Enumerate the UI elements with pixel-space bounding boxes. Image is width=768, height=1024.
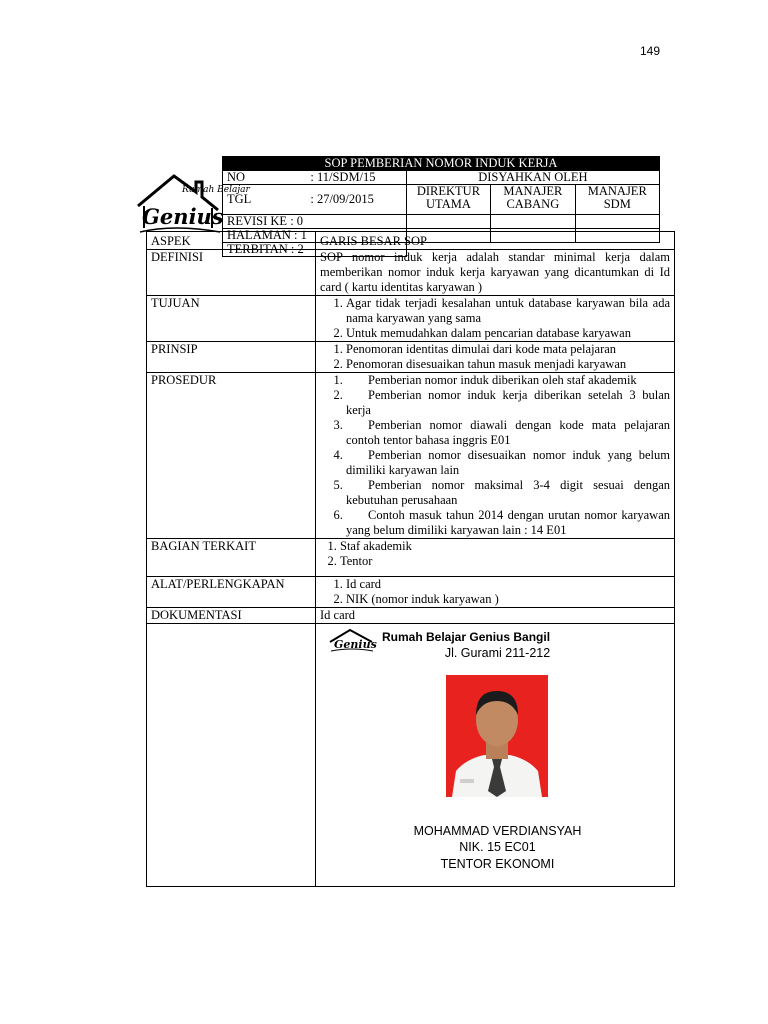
no-value: : 11/SDM/15 — [306, 171, 406, 185]
id-card — [316, 624, 675, 887]
card-address: Jl. Gurami 211-212 — [444, 646, 551, 660]
card-logo-text: Genius — [334, 638, 377, 651]
prosedur-label: PROSEDUR — [147, 373, 316, 539]
list-item: 1. Penomoran identitas dimulai dari kode mata pelajaran — [346, 342, 670, 357]
tujuan-label: TUJUAN — [147, 296, 316, 342]
list-item: 4. Pemberian nomor disesuaikan nomor induk yang belum dimiliki karyawan lain — [346, 448, 670, 478]
list-item: 1. Staf akademik — [340, 539, 670, 554]
prosedur-list — [316, 373, 675, 539]
list-item: 5. Pemberian nomor maksimal 3-4 digit sesuai dengan kebutuhan perusahaan — [346, 478, 670, 508]
definisi-value: SOP nomor induk kerja adalah standar minimal kerja dalam memberikan nomor induk kerja karyawan yang dicantumkan di Id card ( kartu identitas karyawan ) — [316, 250, 675, 296]
halaman: HALAMAN : 1 — [223, 229, 407, 243]
list-item: 2. Pemberian nomor induk kerja diberikan setelah 3 bulan kerja — [346, 388, 670, 418]
approver-manajer-sdm: MANAJER SDM — [575, 185, 659, 215]
list-item: 6. Contoh masuk tahun 2014 dengan urutan nomor karyawan yang belum dimiliki karyawan lain : 14 E01 — [346, 508, 670, 538]
logo-text-main: Genius — [142, 204, 224, 229]
bagian-label: BAGIAN TERKAIT — [147, 539, 316, 577]
list-item: 2. Untuk memudahkan dalam pencarian database karyawan — [346, 326, 670, 341]
sop-title: SOP PEMBERIAN NOMOR INDUK KERJA — [223, 157, 660, 171]
alat-label: ALAT/PERLENGKAPAN — [147, 577, 316, 608]
list-item: 1. Id card — [346, 577, 670, 592]
tujuan-list — [316, 296, 675, 342]
list-item: 3. Pemberian nomor diawali dengan kode mata pelajaran contoh tentor bahasa inggris E01 — [346, 418, 670, 448]
aspek-value: GARIS BESAR SOP — [316, 232, 675, 250]
bagian-list — [316, 539, 675, 577]
list-item: 2. NIK (nomor induk karyawan ) — [346, 592, 670, 607]
terbitan: TERBITAN : 2 — [223, 243, 407, 257]
card-name: MOHAMMAD VERDIANSYAH — [413, 824, 582, 838]
disyahkan-label: DISYAHKAN OLEH — [406, 171, 659, 185]
page-number: 149 — [640, 44, 661, 58]
list-item: 2. Penomoran disesuaikan tahun masuk menjadi karyawan — [346, 357, 670, 372]
list-item: 2. Tentor — [340, 554, 670, 569]
card-role: TENTOR EKONOMI — [440, 857, 555, 871]
tgl-label: TGL — [223, 185, 307, 215]
dokumentasi-value: Id card — [316, 608, 675, 624]
dokumentasi-label: DOKUMENTASI — [147, 608, 316, 624]
card-nik: NIK. 15 EC01 — [459, 840, 536, 854]
sop-table — [146, 231, 675, 887]
aspek-label: ASPEK — [147, 232, 316, 250]
approver-direktur: DIREKTUR UTAMA — [406, 185, 490, 215]
prinsip-list — [316, 342, 675, 373]
prinsip-label: PRINSIP — [147, 342, 316, 373]
card-org-name: Rumah Belajar Genius Bangil — [382, 630, 551, 644]
no-label: NO — [223, 171, 307, 185]
list-item: 1. Agar tidak terjadi kesalahan untuk database karyawan bila ada nama karyawan yang sama — [346, 296, 670, 326]
employee-photo — [446, 675, 548, 797]
tgl-value: : 27/09/2015 — [306, 185, 406, 215]
definisi-label: DEFINISI — [147, 250, 316, 296]
revisi: REVISI KE : 0 — [223, 215, 407, 229]
alat-list — [316, 577, 675, 608]
approver-manajer-cabang: MANAJER CABANG — [491, 185, 575, 215]
logo-text-top: Rumah Belajar — [182, 185, 250, 195]
list-item: 1. Pemberian nomor induk diberikan oleh staf akademik — [346, 373, 670, 388]
